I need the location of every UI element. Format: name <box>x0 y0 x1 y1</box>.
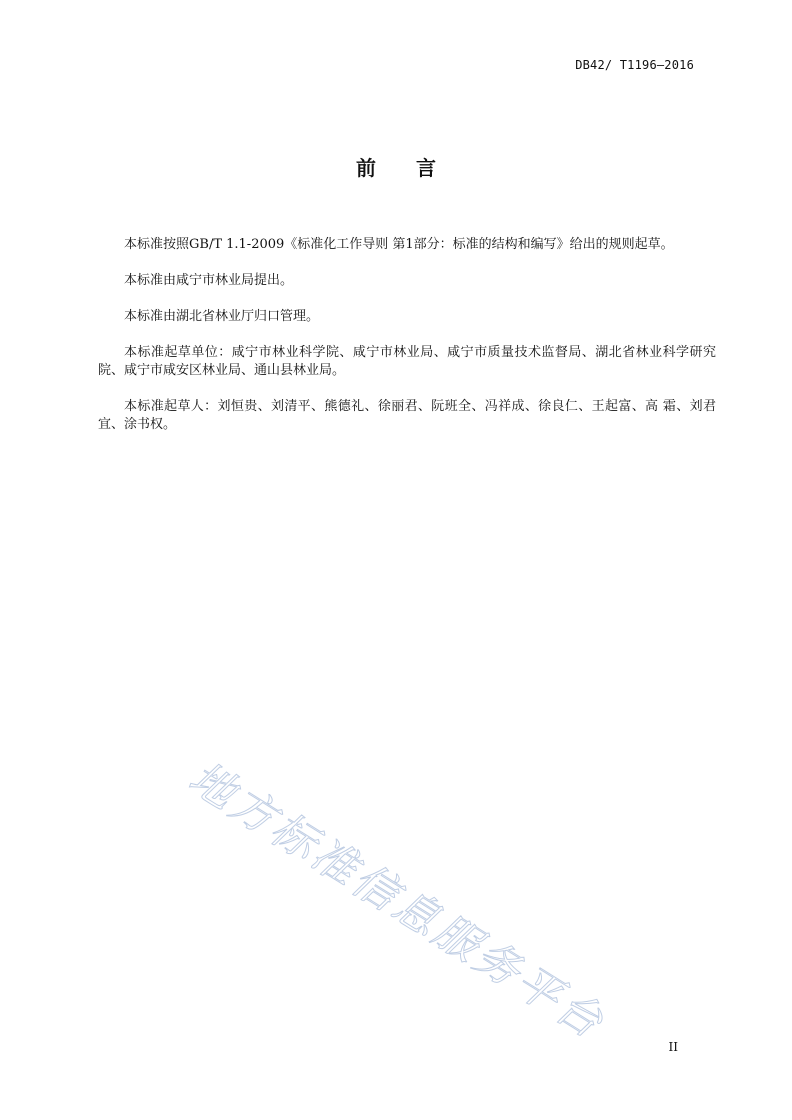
document-code: DB42/ T1196—2016 <box>575 58 694 72</box>
paragraph-drafting-rules: 本标准按照GB/T 1.1-2009《标准化工作导则 第1部分：标准的结构和编写》给出的规则起草。 <box>124 237 674 252</box>
watermark: 地方标准信息服务平台 <box>180 752 615 1050</box>
paragraph-drafting-units: 本标准起草单位：咸宁市林业科学院、咸宁市林业局、咸宁市质量技术监督局、湖北省林业科学研究院、咸宁市咸安区林业局、通山县林业局。 <box>98 345 716 378</box>
page-title <box>0 152 792 181</box>
foreword-body <box>98 236 716 452</box>
paragraph-drafters: 本标准起草人：刘恒贵、刘清平、熊德礼、徐丽君、阮班全、冯祥成、徐良仁、王起富、高 霜、刘君宜、涂书权。 <box>98 399 716 432</box>
page-number: II <box>668 1040 678 1054</box>
paragraph-proposed-by: 本标准由咸宁市林业局提出。 <box>124 273 294 288</box>
page-title-right: 言 <box>416 156 436 180</box>
page-title-left: 前 <box>356 156 376 180</box>
paragraph-administered-by: 本标准由湖北省林业厅归口管理。 <box>124 309 320 324</box>
